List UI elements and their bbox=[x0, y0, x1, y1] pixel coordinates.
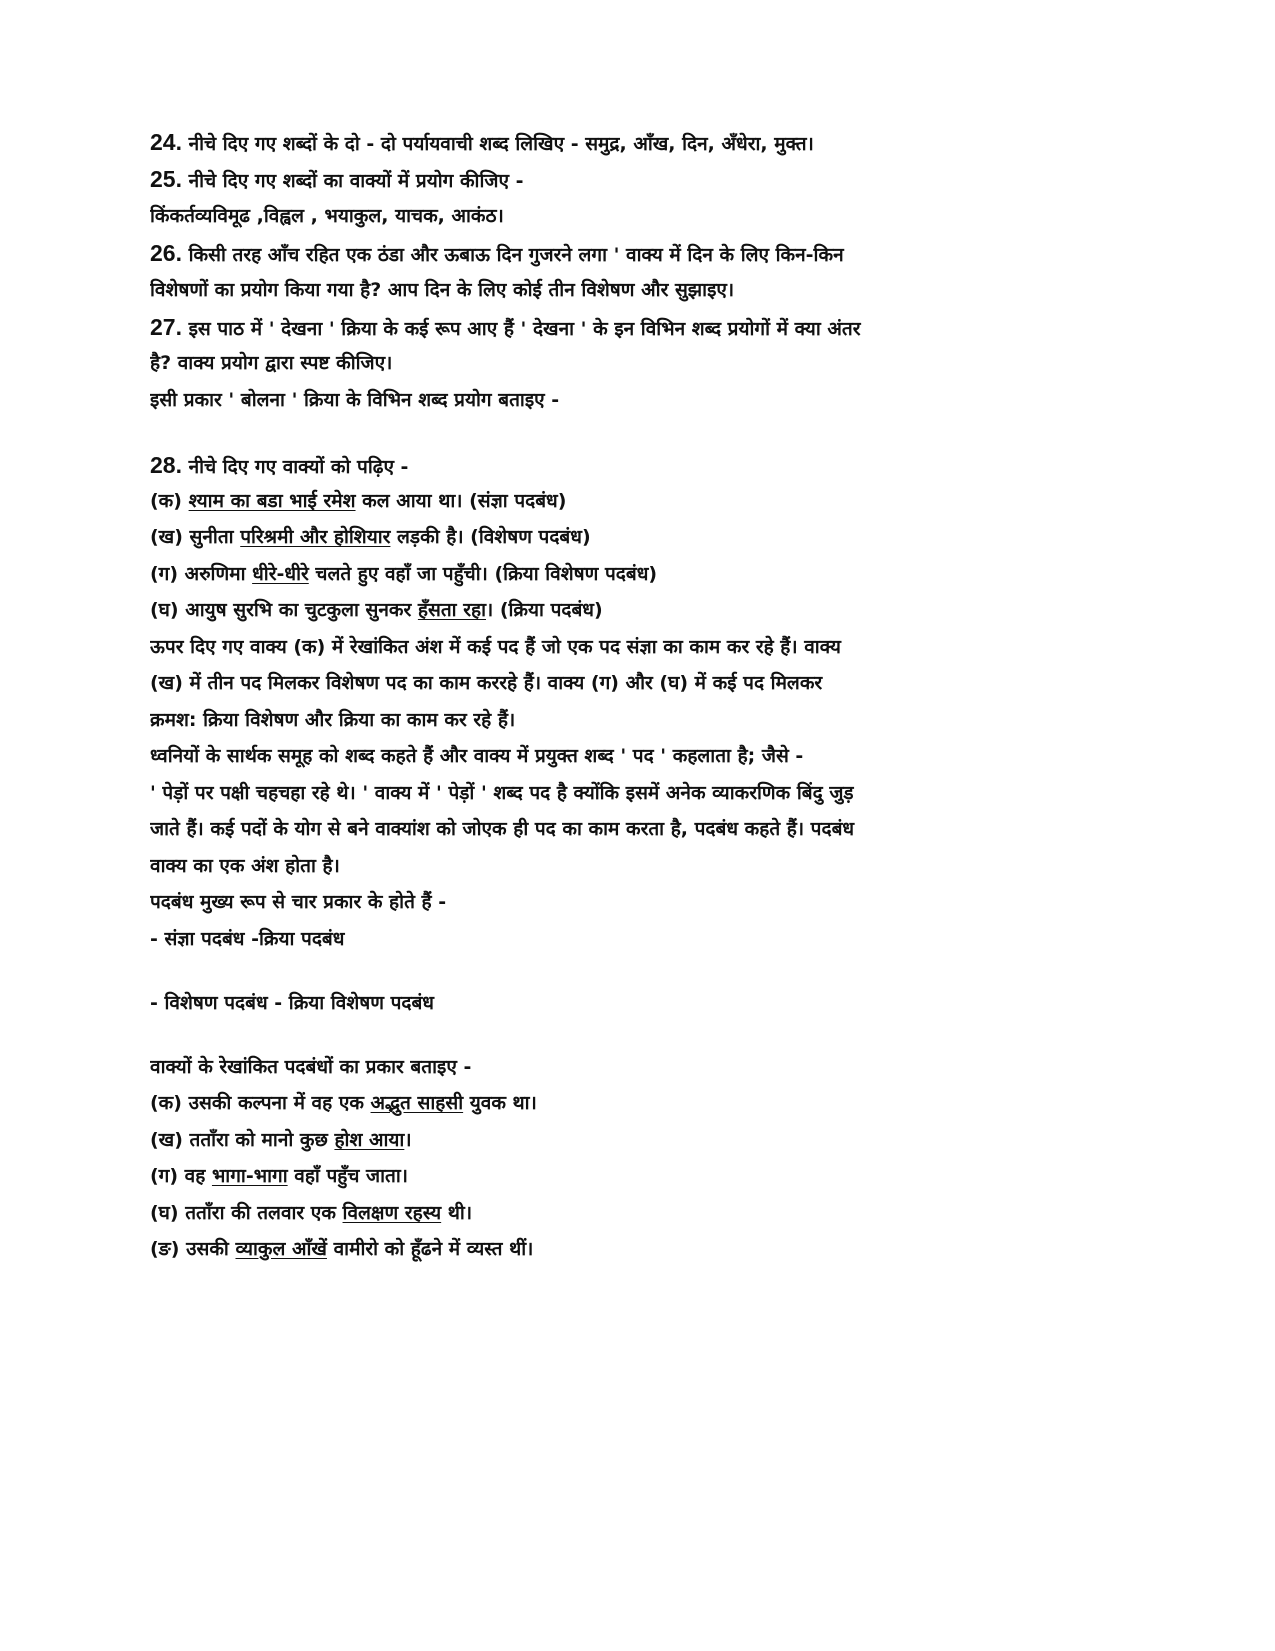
explanation-line: जाते हैं। कई पदों के योग से बने वाक्यांश को जोएक ही पद का काम करता है, पदबंध कहते हैं। पदबंध bbox=[150, 818, 855, 840]
exercise-title: वाक्यों के रेखांकित पदबंधों का प्रकार बताइए - bbox=[150, 1056, 472, 1078]
question-24 bbox=[150, 128, 1150, 158]
question-number: 24. bbox=[150, 129, 182, 155]
underlined-phrase: विलक्षण रहस्य bbox=[342, 1202, 442, 1224]
question-27 bbox=[150, 313, 1150, 343]
underlined-phrase: भागा-भागा bbox=[211, 1165, 288, 1187]
explanation-line: (ख) में तीन पद मिलकर विशेषण पद का काम कररहे हैं। वाक्य (ग) और (घ) में कई पद मिलकर bbox=[150, 672, 823, 694]
underlined-phrase: धीरे-धीरे bbox=[252, 563, 309, 585]
padbandh-types-line: - विशेषण पदबंध - क्रिया विशेषण पदबंध bbox=[150, 992, 434, 1014]
question-text: नीचे दिए गए शब्दों के दो - दो पर्यायवाची शब्द लिखिए - समुद्र, आँख, दिन, अँधेरा, मुक्त। bbox=[181, 133, 814, 155]
question-25 bbox=[150, 165, 1150, 195]
underlined-phrase: अद्भुत साहसी bbox=[370, 1092, 464, 1114]
explanation-line: ध्वनियों के सार्थक समूह को शब्द कहते हैं और वाक्य में प्रयुक्त शब्द ' पद ' कहलाता है; जैसे - bbox=[150, 745, 804, 767]
explanation-line: ऊपर दिए गए वाक्य (क) में रेखांकित अंश में कई पद हैं जो एक पद संज्ञा का काम कर रहे हैं। वाक्य bbox=[150, 636, 841, 658]
question-text: इस पाठ में ' देखना ' क्रिया के कई रूप आए हैं ' देखना ' के इन विभिन शब्द प्रयोगों में क्या अंतर bbox=[181, 318, 861, 340]
example-line: (क) श्याम का बडा भाई रमेश कल आया था। (संज्ञा पदबंध) bbox=[150, 490, 567, 512]
underlined-phrase: व्याकुल आँखें bbox=[235, 1238, 327, 1260]
question-26 bbox=[150, 239, 1150, 269]
underlined-phrase: हँसता रहा bbox=[417, 599, 486, 621]
explanation-line: वाक्य का एक अंश होता है। bbox=[150, 855, 340, 877]
exercise-line: (ङ) उसकी व्याकुल आँखें वामीरो को हूँढने में व्यस्त थीं। bbox=[150, 1238, 534, 1260]
question-number: 27. bbox=[150, 314, 182, 340]
question-number: 28. bbox=[150, 452, 182, 478]
exercise-line: (ख) तताँरा को मानो कुछ होश आया। bbox=[150, 1129, 412, 1151]
example-line: (घ) आयुष सुरभि का चुटकुला सुनकर हँसता रहा। (क्रिया पदबंध) bbox=[150, 599, 603, 621]
question-text: नीचे दिए गए शब्दों का वाक्यों में प्रयोग कीजिए - bbox=[181, 170, 524, 192]
example-line: (ग) अरुणिमा धीरे-धीरे चलते हुए वहाँ जा पहुँची। (क्रिया विशेषण पदबंध) bbox=[150, 563, 658, 585]
underlined-phrase: श्याम का बडा भाई रमेश bbox=[188, 490, 356, 512]
example-line: (ख) सुनीता परिश्रमी और होशियार लड़की है। (विशेषण पदबंध) bbox=[150, 526, 591, 548]
question-number: 26. bbox=[150, 240, 182, 266]
underlined-phrase: परिश्रमी और होशियार bbox=[240, 526, 391, 548]
question-27-line2: है? वाक्य प्रयोग द्वारा स्पष्ट कीजिए। bbox=[150, 352, 393, 374]
exercise-line: (क) उसकी कल्पना में वह एक अद्भुत साहसी युवक था। bbox=[150, 1092, 537, 1114]
explanation-line: - संज्ञा पदबंध -क्रिया पदबंध bbox=[150, 928, 345, 950]
question-text: किसी तरह आँच रहित एक ठंडा और ऊबाऊ दिन गुजरने लगा ' वाक्य में दिन के लिए किन-किन bbox=[181, 244, 844, 266]
question-number: 25. bbox=[150, 166, 182, 192]
question-26-line2: विशेषणों का प्रयोग किया गया है? आप दिन के लिए कोई तीन विशेषण और सुझाइए। bbox=[150, 279, 735, 301]
exercise-line: (घ) तताँरा की तलवार एक विलक्षण रहस्य थी। bbox=[150, 1202, 473, 1224]
explanation-line: ' पेड़ों पर पक्षी चहचहा रहे थे। ' वाक्य में ' पेड़ों ' शब्द पद है क्योंकि इसमें अनेक व्याकरणिक बिंदु जुड़ bbox=[150, 782, 854, 804]
explanation-line: पदबंध मुख्य रूप से चार प्रकार के होते हैं - bbox=[150, 891, 447, 913]
explanation-line: क्रमश: क्रिया विशेषण और क्रिया का काम कर रहे हैं। bbox=[150, 709, 516, 731]
question-text: नीचे दिए गए वाक्यों को पढ़िए - bbox=[181, 456, 409, 478]
question-27-line3: इसी प्रकार ' बोलना ' क्रिया के विभिन शब्द प्रयोग बताइए - bbox=[150, 389, 560, 411]
underlined-phrase: होश आया bbox=[334, 1129, 405, 1151]
exercise-line: (ग) वह भागा-भागा वहाँ पहुँच जाता। bbox=[150, 1165, 408, 1187]
question-25-words: किंकर्तव्यविमूढ ,विह्वल , भयाकुल, याचक, आकंठ। bbox=[150, 205, 504, 227]
question-28 bbox=[150, 451, 1150, 481]
